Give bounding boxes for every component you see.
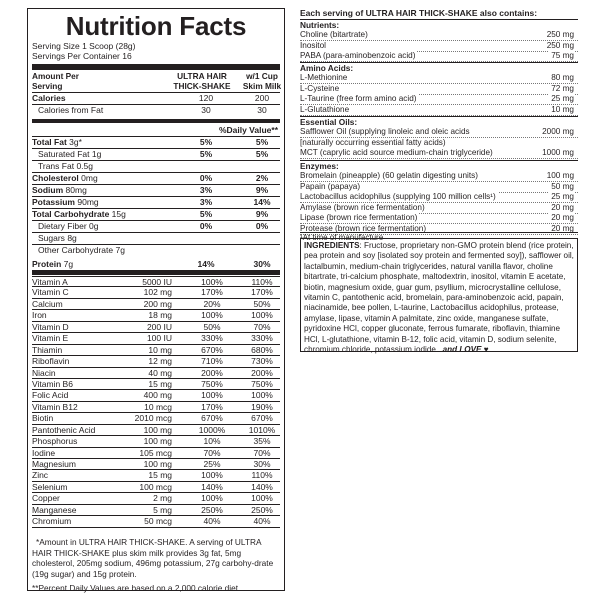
nutrient-label	[32, 259, 73, 270]
nutrient-dv-milk: 9%	[255, 185, 269, 195]
divider-thick	[32, 270, 280, 275]
nutrient-amount: 3g*	[69, 137, 82, 147]
nutrient-name: Trans Fat	[38, 161, 75, 171]
vitamin-dv-milk: 70%	[253, 321, 271, 332]
vitamin-dv-shake: 170%	[201, 401, 223, 412]
ingredient-name: Bromelain (pineapple) (60 gelatin digesting units)	[300, 171, 478, 180]
vitamin-row	[32, 402, 280, 413]
nutrient-label	[32, 173, 98, 184]
vitamin-name: Vitamin A	[32, 277, 68, 287]
ingredient-name: Lipase (brown rice fermentation)	[300, 213, 418, 222]
nutrient-dv-shake: 3%	[199, 197, 213, 207]
nutrient-dv-shake: 0%	[199, 173, 213, 183]
vitamin-amount: 100 mg	[143, 459, 172, 469]
ingredient-name: PABA (para-aminobenzoic acid)	[300, 51, 416, 60]
vitamin-name: Phosphorus	[32, 436, 78, 447]
vitamin-amount: 2 mg	[153, 493, 172, 504]
vitamin-dv-shake: 100%	[201, 470, 223, 481]
vitamin-amount: 102 mg	[143, 287, 172, 298]
vitamin-dv-milk: 70%	[253, 447, 271, 458]
vitamin-dv-shake: 710%	[201, 356, 223, 367]
ingredient-name: Protease (brown rice fermentation)	[300, 223, 427, 233]
vitamin-dv-milk: 100%	[251, 493, 273, 504]
nutrient-name: Protein	[32, 259, 62, 269]
calories-row	[32, 93, 280, 104]
nutrient-row	[32, 221, 280, 232]
vitamin-row	[32, 448, 280, 459]
ingredient-name: Inositol	[300, 40, 326, 50]
nutrient-name: Dietary Fiber	[38, 221, 87, 231]
vitamin-name: Vitamin E	[32, 333, 69, 344]
calories-fat-label: Calories from Fat	[38, 105, 104, 115]
ingredient-row	[300, 171, 578, 182]
column-header-shake: ULTRA HAIR THICK-SHAKE	[173, 71, 231, 91]
nutrient-dv-shake: 5%	[199, 149, 213, 159]
calories-fat-value-milk: 30	[257, 105, 267, 115]
vitamin-dv-milk: 680%	[251, 344, 273, 355]
divider-thick	[32, 64, 280, 70]
also-contains-panel	[300, 8, 578, 242]
ingredient-amount: 20 mg	[551, 202, 574, 212]
nutrient-row	[32, 161, 280, 172]
nutrient-label	[32, 161, 93, 172]
divider	[300, 160, 578, 161]
amino-section-label: Amino Acids:	[300, 63, 354, 73]
vitamin-dv-shake: 10%	[203, 436, 221, 447]
vitamin-name: Vitamin C	[32, 287, 69, 298]
vitamin-amount: 10 mcg	[144, 401, 172, 412]
nutrient-dv-shake: 14%	[197, 259, 215, 269]
also-contains-title: Each serving of ULTRA HAIR THICK-SHAKE also contains:	[300, 8, 538, 18]
vitamin-amount: 40 mg	[148, 367, 172, 378]
ingredient-amount: 1000 mg	[542, 148, 574, 157]
ingredient-amount: 2000 mg	[542, 127, 574, 136]
vitamin-amount: 15 mg	[148, 378, 172, 389]
nutrient-dv-milk: 5%	[255, 137, 269, 147]
nutrient-amount: 90mg	[77, 197, 99, 207]
ingredient-name: Lactobacillus acidophilus (supplying 100 million cells¹)	[300, 192, 496, 201]
vitamin-name: Vitamin B6	[32, 378, 73, 389]
vitamin-amount: 100 mg	[143, 436, 172, 447]
vitamin-dv-milk: 670%	[251, 413, 273, 424]
nutrient-dv-shake: 3%	[199, 185, 213, 195]
ingredient-name: MCT (caprylic acid source medium-chain triglyceride)	[300, 148, 493, 157]
nutrient-row	[32, 245, 280, 256]
ingredient-name: Amylase (brown rice fermentation)	[300, 202, 425, 212]
nutrients-section-label: Nutrients:	[300, 20, 340, 30]
vitamin-dv-milk: 750%	[251, 378, 273, 389]
ingredient-row	[300, 148, 578, 159]
ingredient-amount: 25 mg	[551, 94, 574, 103]
manufacture-note: ¹At time of manufacture	[300, 233, 384, 242]
vitamin-amount: 100 IU	[146, 333, 172, 344]
vitamin-name: Biotin	[32, 413, 54, 424]
vitamin-dv-milk: 110%	[251, 470, 273, 481]
vitamin-dv-shake: 670%	[201, 413, 223, 424]
ingredient-name: Choline (bitartrate)	[300, 30, 368, 39]
vitamin-row	[32, 459, 280, 470]
vitamin-row	[32, 516, 280, 527]
vitamin-dv-shake: 40%	[203, 516, 221, 527]
nutrient-label	[32, 209, 126, 220]
ingredients-text: : Fructose, proprietary non-GMO protein blend (rice protein, pea protein and soy [isolated soy protein and fermented soy]), safflower oil, lactalbumin, medium-chain triglycerides, natural vanilla flavor, choline bitartrate, tri-calcium phosphate, maltodextrin, inositol, vitamin E acetate, biotin, magnesium oxide, guar gum, psyllium, microcrystalline cellulose, vitamin C, pantothenic acid, bromelain, para-aminobenzoic acid, papain, niacinamide, bee pollen, L-taurine, Lactobacillus acidophilus, protease, amylase, lipase, vitamin A palmitate, zinc oxide, manganese sulfate, pyridoxine HCl, copper gluconate, ferrous fumarate, riboflavin, thiamine HCl, L-glutathione, vitamin B-12, folic acid, vitamin D, sodium selenite, chromium chloride, potassium iodide...	[304, 241, 574, 355]
nutrient-dv-milk: 14%	[253, 197, 271, 207]
nutrient-row	[32, 209, 280, 220]
ingredient-amount: 20 mg	[551, 213, 574, 222]
vitamin-name: Iodine	[32, 447, 56, 458]
ingredient-name: Safflower Oil (supplying linoleic and oleic acids	[300, 127, 470, 136]
vitamin-amount: 15 mg	[148, 470, 172, 481]
vitamin-dv-shake: 1000%	[198, 424, 226, 435]
vitamin-name: Folic Acid	[32, 390, 69, 401]
divider	[300, 19, 578, 20]
ingredient-row	[300, 203, 578, 214]
ingredient-amount: 20 mg	[551, 223, 574, 233]
ingredient-name: L-Methionine	[300, 73, 348, 82]
vitamin-row	[32, 482, 280, 493]
ingredient-row	[300, 182, 578, 193]
calories-fat-row	[32, 105, 280, 116]
vitamin-dv-milk: 200%	[251, 367, 273, 378]
ingredients-label: INGREDIENTS	[304, 241, 360, 250]
nutrient-amount: 0.5g	[76, 161, 93, 171]
vitamin-amount: 12 mg	[148, 356, 172, 367]
ingredient-row	[300, 127, 578, 138]
nutrient-name: Saturated Fat	[38, 149, 90, 159]
nutrition-facts-panel	[27, 8, 285, 591]
vitamin-row	[32, 356, 280, 367]
vitamin-dv-shake: 100%	[201, 390, 223, 401]
ingredient-amount: 100 mg	[546, 171, 574, 180]
vitamin-name: Selenium	[32, 481, 68, 492]
vitamin-amount: 100 mcg	[139, 481, 172, 492]
vitamin-amount: 200 mg	[143, 298, 172, 309]
nutrient-row	[32, 149, 280, 160]
calories-value-milk: 200	[254, 93, 270, 103]
nutrient-dv-shake: 5%	[199, 209, 213, 219]
nutrient-label	[32, 137, 82, 148]
vitamin-dv-milk: 30%	[253, 459, 271, 469]
ingredient-name: L-Cysteine	[300, 83, 340, 93]
calories-fat-value-shake: 30	[201, 105, 211, 115]
vitamin-amount: 5 mg	[153, 504, 172, 515]
vitamin-name: Zinc	[32, 470, 49, 481]
amount-per-serving-header: Amount Per Serving	[32, 71, 80, 91]
nutrient-row	[32, 197, 280, 208]
vitamin-dv-shake: 20%	[203, 298, 221, 309]
vitamin-dv-milk: 330%	[251, 333, 273, 344]
vitamin-row	[32, 470, 280, 481]
vitamin-dv-shake: 100%	[201, 277, 223, 287]
vitamin-name: Copper	[32, 493, 60, 504]
ingredient-amount: 250 mg	[546, 40, 574, 50]
ingredient-row	[300, 94, 578, 105]
nutrient-dv-milk: 0%	[255, 221, 269, 231]
vitamin-dv-milk: 1010%	[248, 424, 276, 435]
vitamin-dv-milk: 35%	[253, 436, 271, 447]
vitamin-dv-milk: 100%	[251, 390, 273, 401]
ingredient-name: Papain (papaya)	[300, 181, 361, 191]
ingredient-amount: 75 mg	[551, 51, 574, 60]
vitamin-row	[32, 425, 280, 436]
ingredient-amount: 80 mg	[551, 73, 574, 82]
nutrient-dv-shake: 5%	[199, 137, 213, 147]
vitamin-dv-shake: 200%	[201, 367, 223, 378]
nutrient-name: Other Carbohydrate	[38, 245, 114, 255]
vitamin-name: Vitamin B12	[32, 401, 78, 412]
vitamin-dv-shake: 670%	[201, 344, 223, 355]
nutrient-name: Sodium	[32, 185, 64, 195]
vitamin-row	[32, 287, 280, 298]
ingredient-row	[300, 41, 578, 52]
nutrient-label	[32, 197, 99, 208]
footnote-daily-value: **Percent Daily Values are based on a 2,000 calorie diet.	[32, 583, 241, 593]
vitamin-mineral-table	[32, 276, 280, 528]
vitamin-dv-shake: 100%	[201, 310, 223, 321]
vitamin-row	[32, 276, 280, 287]
calories-value-shake: 120	[198, 93, 214, 103]
ingredient-row	[300, 73, 578, 84]
calories-label: Calories	[32, 93, 66, 103]
vitamin-name: Calcium	[32, 298, 63, 309]
ingredients-ending: and LOVE ♥	[442, 345, 489, 355]
ingredient-row	[300, 138, 578, 148]
nutrient-amount: 0g	[89, 221, 99, 231]
vitamin-row	[32, 299, 280, 310]
ingredient-amount: 50 mg	[551, 181, 574, 191]
nutrient-dv-shake: 0%	[199, 221, 213, 231]
enzymes-section-label: Enzymes:	[300, 161, 339, 171]
nutrient-name: Total Fat	[32, 137, 67, 147]
vitamin-amount: 18 mg	[148, 310, 172, 321]
vitamin-amount: 10 mg	[148, 344, 172, 355]
nutrient-name: Sugars	[38, 233, 65, 243]
vitamin-amount: 200 IU	[146, 321, 172, 332]
ingredient-row	[300, 213, 578, 224]
nutrient-row	[32, 137, 280, 148]
vitamin-dv-shake: 330%	[201, 333, 223, 344]
vitamin-dv-shake: 50%	[203, 321, 221, 332]
nutrient-amount: 80mg	[65, 185, 87, 195]
ingredient-name: L-Taurine (free form amino acid)	[300, 94, 417, 103]
vitamin-row	[32, 345, 280, 356]
vitamin-row	[32, 310, 280, 321]
vitamin-dv-shake: 750%	[201, 378, 223, 389]
ingredient-row	[300, 30, 578, 41]
nutrient-row	[32, 173, 280, 184]
vitamin-dv-milk: 170%	[251, 287, 273, 298]
vitamin-row	[32, 493, 280, 504]
ingredient-amount: 25 mg	[551, 192, 574, 201]
nutrient-row	[32, 185, 280, 196]
vitamin-row	[32, 436, 280, 447]
servings-per-container: Servings Per Container 16	[32, 51, 132, 61]
nutrient-name: Total Carbohydrate	[32, 209, 110, 219]
nutrient-amount: 7g	[63, 259, 74, 269]
nutrient-label	[32, 233, 77, 244]
vitamin-dv-shake: 250%	[201, 504, 223, 515]
serving-size: Serving Size 1 Scoop (28g)	[32, 41, 136, 51]
nutrient-name: Cholesterol	[32, 173, 79, 183]
vitamin-name: Manganese	[32, 504, 77, 515]
vitamin-amount: 5000 IU	[142, 277, 172, 287]
vitamin-dv-shake: 170%	[201, 287, 223, 298]
vitamin-row	[32, 322, 280, 333]
vitamin-row	[32, 505, 280, 516]
nutrient-dv-milk: 9%	[255, 209, 269, 219]
ingredient-amount: 10 mg	[551, 104, 574, 114]
ingredient-name: [naturally occurring essential fatty acids)	[300, 137, 446, 147]
nutrient-row	[32, 259, 280, 270]
ingredient-amount: 250 mg	[546, 30, 574, 39]
nutrition-facts-title: Nutrition Facts	[65, 11, 247, 41]
vitamin-row	[32, 413, 280, 424]
ingredient-row	[300, 84, 578, 95]
vitamin-name: Thiamin	[32, 344, 63, 355]
ingredient-row	[300, 51, 578, 62]
nutrient-row	[32, 233, 280, 244]
ingredient-row	[300, 105, 578, 116]
nutrient-label	[32, 245, 125, 256]
daily-value-header: %Daily Value**	[218, 125, 278, 135]
divider-thick	[32, 119, 280, 123]
vitamin-dv-shake: 25%	[203, 459, 221, 469]
nutrient-amount: 0mg	[81, 173, 98, 183]
vitamin-dv-shake: 140%	[201, 481, 223, 492]
vitamin-name: Riboflavin	[32, 356, 70, 367]
vitamin-dv-milk: 50%	[253, 298, 271, 309]
nutrient-name: Potassium	[32, 197, 75, 207]
nutrient-label	[32, 221, 99, 232]
nutrient-dv-milk: 5%	[255, 149, 269, 159]
vitamin-dv-milk: 250%	[251, 504, 273, 515]
footnote-serving: *Amount in ULTRA HAIR THICK-SHAKE. A serving of ULTRA HAIR THICK-SHAKE plus skim milk provides 3g fat, 5mg cholesterol, 205mg sodium, 496mg potassium, 27g carbohy-drate (19g sugar) and 15g protein.	[32, 537, 274, 579]
nutrient-amount: 7g	[115, 245, 125, 255]
vitamin-row	[32, 333, 280, 344]
oils-section-label: Essential Oils:	[300, 117, 358, 127]
vitamin-dv-milk: 190%	[251, 401, 273, 412]
vitamin-dv-milk: 100%	[251, 310, 273, 321]
vitamin-amount: 50 mcg	[144, 516, 172, 527]
vitamin-name: Iron	[32, 310, 47, 321]
vitamin-dv-milk: 730%	[251, 356, 273, 367]
ingredient-row	[300, 192, 578, 203]
nutrient-label	[32, 149, 101, 160]
vitamin-amount: 400 mg	[143, 390, 172, 401]
vitamin-amount: 100 mg	[143, 424, 172, 435]
ingredient-name: L-Glutathione	[300, 104, 350, 114]
vitamin-row	[32, 368, 280, 379]
vitamin-name: Niacin	[32, 367, 56, 378]
vitamin-dv-shake: 100%	[201, 493, 223, 504]
vitamin-dv-milk: 140%	[251, 481, 273, 492]
vitamin-dv-milk: 110%	[251, 277, 273, 287]
nutrient-amount: 8g	[67, 233, 77, 243]
vitamin-dv-shake: 70%	[203, 447, 221, 458]
nutrient-amount: 1g	[91, 149, 102, 159]
column-header-skim-milk: w/1 Cup Skim Milk	[242, 71, 282, 91]
vitamin-row	[32, 390, 280, 401]
nutrient-amount: 15g	[111, 209, 126, 219]
ingredients-box	[300, 238, 578, 355]
nutrient-dv-milk: 2%	[255, 173, 269, 183]
vitamin-row	[32, 379, 280, 390]
vitamin-amount: 105 mcg	[139, 447, 172, 458]
nutrient-label	[32, 185, 87, 196]
vitamin-dv-milk: 40%	[253, 516, 271, 527]
vitamin-amount: 2010 mcg	[134, 413, 172, 424]
vitamin-name: Pantothenic Acid	[32, 424, 96, 435]
vitamin-name: Magnesium	[32, 459, 76, 469]
vitamin-name: Chromium	[32, 516, 72, 527]
ingredient-amount: 72 mg	[551, 83, 574, 93]
nutrient-dv-milk: 30%	[253, 259, 271, 269]
vitamin-name: Vitamin D	[32, 321, 69, 332]
